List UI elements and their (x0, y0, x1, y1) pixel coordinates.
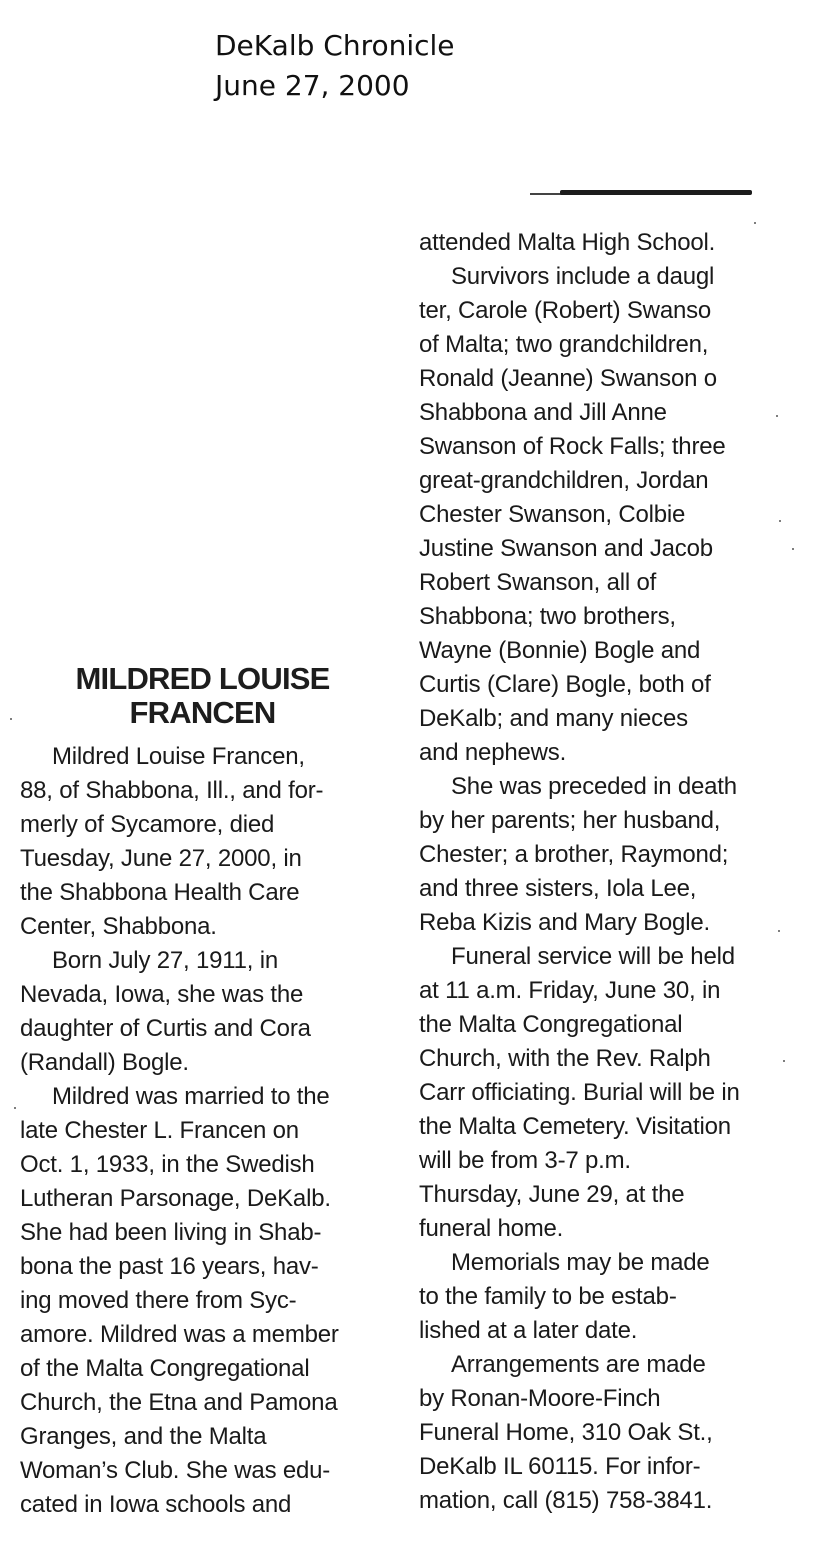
text-line: and three sisters, Iola Lee, (419, 875, 697, 902)
print-speck (754, 222, 756, 224)
text-line: of Malta; two grandchildren, (419, 331, 709, 358)
text-line: Church, with the Rev. Ralph (419, 1045, 711, 1072)
publication-name: DeKalb Chronicle (215, 29, 455, 62)
headline-line: FRANCEN (129, 695, 276, 730)
text-line: Tuesday, June 27, 2000, in (20, 845, 302, 872)
print-speck (14, 1107, 16, 1109)
text-line: lished at a later date. (419, 1317, 638, 1344)
text-line: Thursday, June 29, at the (419, 1181, 685, 1208)
text-line: Center, Shabbona. (20, 913, 217, 940)
text-line: attended Malta High School. (419, 229, 716, 256)
text-line: amore. Mildred was a member (20, 1321, 339, 1348)
print-speck (776, 415, 778, 417)
print-speck (779, 520, 781, 522)
text-line: DeKalb; and many nieces (419, 705, 688, 732)
text-line: Chester Swanson, Colbie (419, 501, 686, 528)
print-speck (10, 718, 12, 720)
text-line: ter, Carole (Robert) Swanso (419, 297, 712, 324)
text-line: by her parents; her husband, (419, 807, 721, 834)
text-line: Swanson of Rock Falls; three (419, 433, 726, 460)
text-line: by Ronan-Moore-Finch (419, 1385, 661, 1412)
left-column (20, 740, 395, 1522)
text-line: mation, call (815) 758-3841. (419, 1487, 713, 1514)
right-column (419, 226, 824, 1518)
text-line: the Malta Cemetery. Visitation (419, 1113, 731, 1140)
text-line: Church, the Etna and Pamona (20, 1389, 338, 1416)
text-line: Arrangements are made (451, 1351, 706, 1378)
print-speck (778, 930, 780, 932)
text-line: at 11 a.m. Friday, June 30, in (419, 977, 721, 1004)
obituary-headline (20, 662, 385, 730)
text-line: Granges, and the Malta (20, 1423, 267, 1450)
text-line: Carr officiating. Burial will be in (419, 1079, 740, 1106)
text-line: late Chester L. Francen on (20, 1117, 299, 1144)
column-rule-faint (530, 193, 562, 195)
text-line: to the family to be estab- (419, 1283, 677, 1310)
text-line: Robert Swanson, all of (419, 569, 657, 596)
text-line: great-grandchildren, Jordan (419, 467, 709, 494)
text-line: Curtis (Clare) Bogle, both of (419, 671, 711, 698)
text-line: Woman’s Club. She was edu- (20, 1457, 331, 1484)
text-line: funeral home. (419, 1215, 564, 1242)
text-line: She was preceded in death (451, 773, 737, 800)
text-line: bona the past 16 years, hav- (20, 1253, 319, 1280)
text-line: merly of Sycamore, died (20, 811, 275, 838)
text-line: Funeral Home, 310 Oak St., (419, 1419, 713, 1446)
print-speck (783, 1060, 785, 1062)
text-line: She had been living in Shab- (20, 1219, 322, 1246)
source-caption (215, 26, 455, 106)
text-line: the Shabbona Health Care (20, 879, 300, 906)
text-line: Born July 27, 1911, in (52, 947, 278, 974)
text-line: Justine Swanson and Jacob (419, 535, 713, 562)
text-line: Reba Kizis and Mary Bogle. (419, 909, 710, 936)
text-line: Funeral service will be held (451, 943, 735, 970)
text-line: Ronald (Jeanne) Swanson o (419, 365, 717, 392)
text-line: Wayne (Bonnie) Bogle and (419, 637, 701, 664)
text-line: (Randall) Bogle. (20, 1049, 189, 1076)
text-line: Mildred Louise Francen, (52, 743, 305, 770)
text-line: Memorials may be made (451, 1249, 710, 1276)
text-line: 88, of Shabbona, Ill., and for- (20, 777, 324, 804)
text-line: of the Malta Congregational (20, 1355, 310, 1382)
column-rule (560, 190, 752, 195)
text-line: will be from 3-7 p.m. (419, 1147, 631, 1174)
text-line: Nevada, Iowa, she was the (20, 981, 304, 1008)
text-line: and nephews. (419, 739, 567, 766)
text-line: daughter of Curtis and Cora (20, 1015, 311, 1042)
text-line: the Malta Congregational (419, 1011, 683, 1038)
publication-date: June 27, 2000 (215, 69, 410, 102)
text-line: Oct. 1, 1933, in the Swedish (20, 1151, 315, 1178)
text-line: ing moved there from Syc- (20, 1287, 297, 1314)
text-line: Survivors include a daugl (451, 263, 715, 290)
text-line: Shabbona and Jill Anne (419, 399, 667, 426)
text-line: Shabbona; two brothers, (419, 603, 676, 630)
print-speck (792, 548, 794, 550)
headline-line: MILDRED LOUISE (75, 661, 330, 696)
text-line: Lutheran Parsonage, DeKalb. (20, 1185, 331, 1212)
text-line: Mildred was married to the (52, 1083, 330, 1110)
text-line: DeKalb IL 60115. For infor- (419, 1453, 701, 1480)
text-line: cated in Iowa schools and (20, 1491, 292, 1518)
text-line: Chester; a brother, Raymond; (419, 841, 729, 868)
